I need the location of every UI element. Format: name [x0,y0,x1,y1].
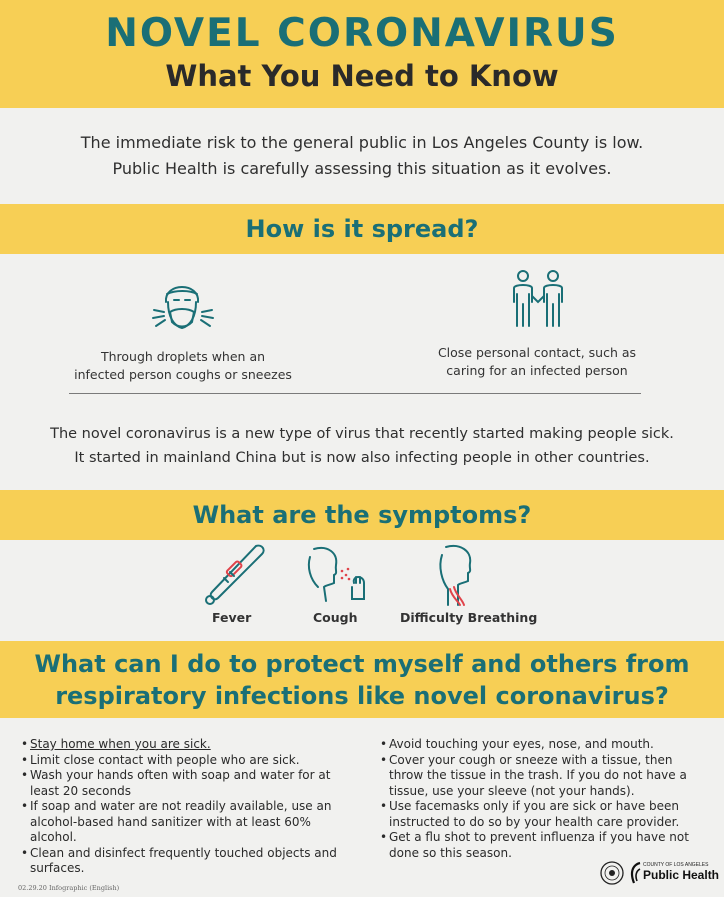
symptoms-banner [0,490,724,540]
tip-text: If soap and water are not readily available, use an alcohol-based hand sanitizer with at least 60% alcohol. [30,799,332,844]
tip-item [21,753,357,769]
tip-text: Stay home when you are sick. [30,737,211,751]
tip-item [21,768,357,799]
face-mask-icon [150,272,216,336]
tips-left [21,737,357,877]
tip-text: Avoid touching your eyes, nose, and mouth. [389,737,654,751]
tip-item [21,799,357,846]
tip-text: Cover your cough or sneeze with a tissue, then throw the tissue in the trash. If you do not have a tissue, use your sleeve (not your hands). [389,752,687,798]
tip-item [380,737,700,753]
tip-text: Clean and disinfect frequently touched objects and surfaces. [30,845,337,875]
page-subtitle: What You Need to Know [165,59,559,93]
symptom-label-fever: Fever [212,610,252,625]
intro-line-1: The immediate risk to the general public in Los Angeles County is low. [80,133,644,152]
tip-item [21,846,357,877]
spread-title: How is it spread? [245,215,479,243]
caption-line: Close personal contact, such as [437,345,637,360]
protect-banner [0,641,724,718]
caption-line: Through droplets when an [100,349,266,364]
tip-text: Use facemasks only if you are sick or have been instructed to do so by your health care provider. [389,799,680,829]
header-banner [0,0,724,108]
protect-title-line-1: What can I do to protect myself and others from [34,650,690,678]
intro-text [0,130,724,182]
tip-item [380,799,700,830]
footnote: 02.29.20 Infographic (English) [18,884,120,892]
spread-caption-contact [406,344,668,380]
divider [69,393,641,394]
symptom-label-breathing: Difficulty Breathing [400,610,538,625]
caption-line: caring for an infected person [446,363,628,378]
cough-icon [304,543,372,605]
logo-public-health-text: Public Health [643,868,720,882]
public-health-logo [643,862,719,882]
virus-note [0,422,724,470]
spread-caption-droplets [52,348,314,384]
caption-line: infected person coughs or sneezes [74,367,292,382]
tip-item [21,737,357,753]
symptom-label-cough: Cough [313,610,358,625]
public-health-logo-icon [628,861,642,885]
page-title: NOVEL CORONAVIRUS [105,11,619,56]
county-seal-icon [600,861,624,885]
tip-item [380,830,700,861]
two-people-icon [508,268,568,332]
protect-title-line-2: respiratory infections like novel coronavirus? [55,682,669,710]
tip-text: Wash your hands often with soap and water for at least 20 seconds [30,768,331,798]
virus-note-line-2: It started in mainland China but is now also infecting people in other countries. [74,450,650,466]
protect-title [0,641,724,712]
spread-banner [0,204,724,254]
tip-item [380,753,700,800]
tip-text: Get a flu shot to prevent influenza if you have not done so this season. [389,830,689,860]
intro-line-2: Public Health is carefully assessing this situation as it evolves. [112,159,612,178]
thermometer-icon [200,542,268,608]
symptoms-title: What are the symptoms? [192,501,532,529]
breathing-icon [436,543,492,609]
tip-text: Limit close contact with people who are sick. [30,752,300,767]
logo-county-text: COUNTY OF LOS ANGELES [643,862,709,868]
tips-right [380,737,700,861]
virus-note-line-1: The novel coronavirus is a new type of virus that recently started making people sick. [50,426,674,442]
